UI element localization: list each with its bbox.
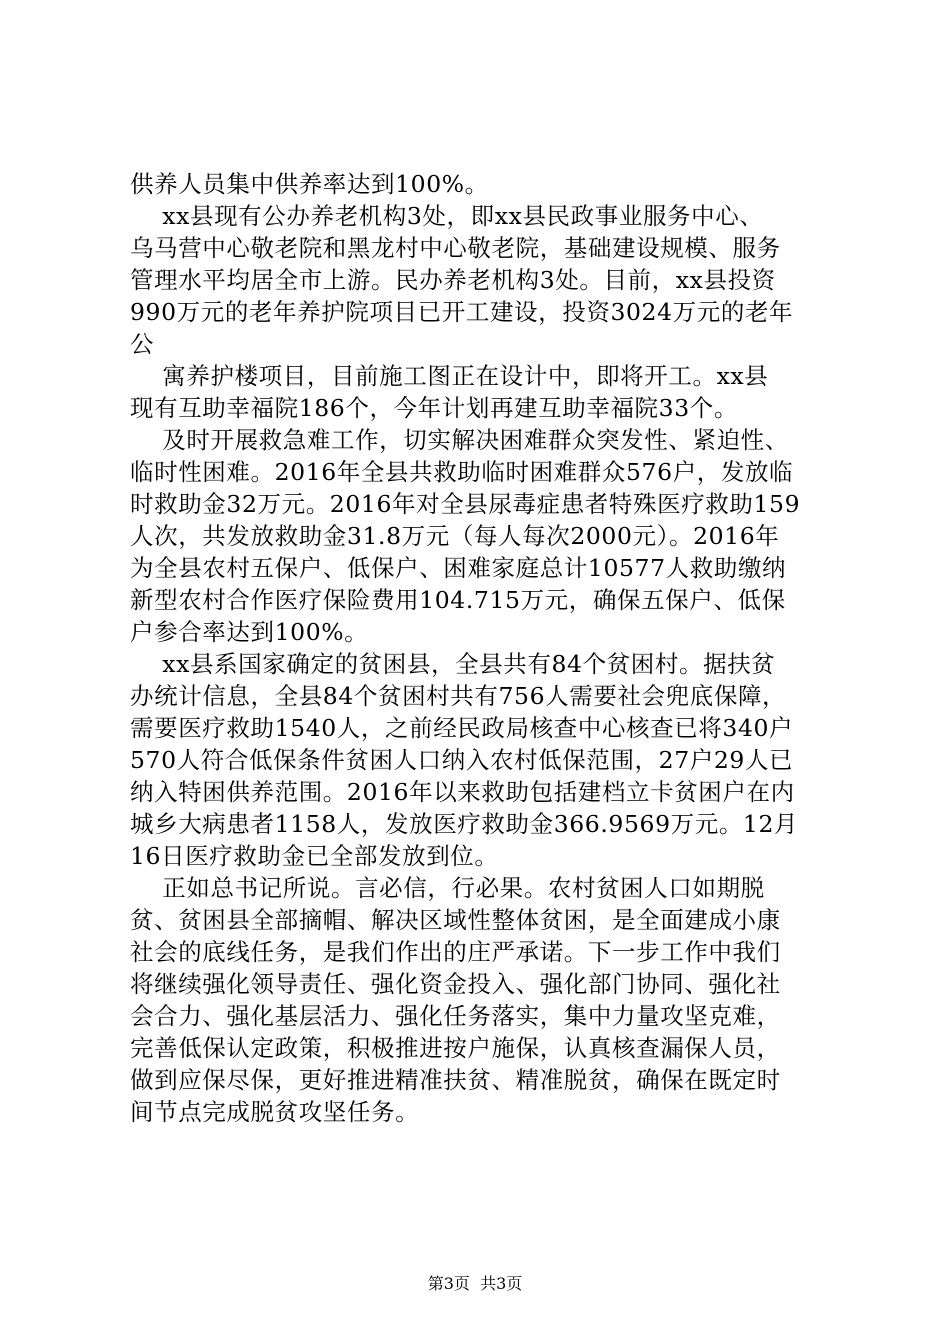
text-line: 纳入特困供养范围。2016年以来救助包括建档立卡贫困户在内 [130,778,795,806]
text-line: 正如总书记所说。言必信，行必果。农村贫困人口如期脱 [130,874,765,902]
text-line: 城乡大病患者1158人，发放医疗救助金366.9569万元。12月 [130,810,799,838]
text-line: 人次，共发放救助金31.8万元（每人每次2000元）。2016年 [130,522,780,550]
text-line: 供养人员集中供养率达到100%。 [130,170,489,198]
text-line: 将继续强化领导责任、强化资金投入、强化部门协同、强化社 [130,970,781,998]
text-line: 办统计信息，全县84个贫困村共有756人需要社会兜底保障， [130,682,787,710]
text-line: xx县现有公办养老机构3处，即xx县民政事业服务中心、 [130,202,764,230]
page-number: 第3页 共3页 [427,1274,523,1293]
text-line: 完善低保认定政策，积极推进按户施保，认真核查漏保人员， [130,1034,781,1062]
text-line: 及时开展救急难工作，切实解决困难群众突发性、紧迫性、 [130,426,789,454]
text-line: 会合力、强化基层活力、强化任务落实，集中力量攻坚克难， [130,1002,781,1030]
text-line: 社会的底线任务，是我们作出的庄严承诺。下一步工作中我们 [130,938,781,966]
body-text [130,168,832,1128]
text-line: 需要医疗救助1540人，之前经民政局核查中心核查已将340户 [130,714,794,742]
text-line: 户参合率达到100%。 [130,618,369,646]
text-line: 贫、贫困县全部摘帽、解决区域性整体贫困，是全面建成小康 [130,906,781,934]
text-line: 间节点完成脱贫攻坚任务。 [130,1098,420,1126]
text-line: 时救助金32万元。2016年对全县尿毒症患者特殊医疗救助159 [130,490,801,518]
text-line: 乌马营中心敬老院和黑龙村中心敬老院，基础建设规模、服务 [130,234,781,262]
text-line: 现有互助幸福院186个，今年计划再建互助幸福院33个。 [130,394,738,422]
text-line: 16日医疗救助金已全部发放到位。 [130,842,499,870]
text-line: 做到应保尽保，更好推进精准扶贫、精准脱贫，确保在既定时 [130,1066,781,1094]
text-line: 新型农村合作医疗保险费用104.715万元，确保五保户、低保 [130,586,786,614]
text-line: 管理水平均居全市上游。民办养老机构3处。目前，xx县投资 [130,266,776,294]
text-line: 990万元的老年养护院项目已开工建设，投资3024万元的老年 [130,298,794,326]
text-line: 570人符合低保条件贫困人口纳入农村低保范围，27户29人已 [130,746,794,774]
text-line: 临时性困难。2016年全县共救助临时困难群众576户，发放临 [130,458,794,486]
text-line: 寓养护楼项目，目前施工图正在设计中，即将开工。xx县 [130,362,769,390]
text-line: xx县系国家确定的贫困县，全县共有84个贫困村。据扶贫 [130,650,776,678]
text-line: 为全县农村五保户、低保户、困难家庭总计10577人救助缴纳 [130,554,787,582]
text-line: 公 [130,330,155,358]
